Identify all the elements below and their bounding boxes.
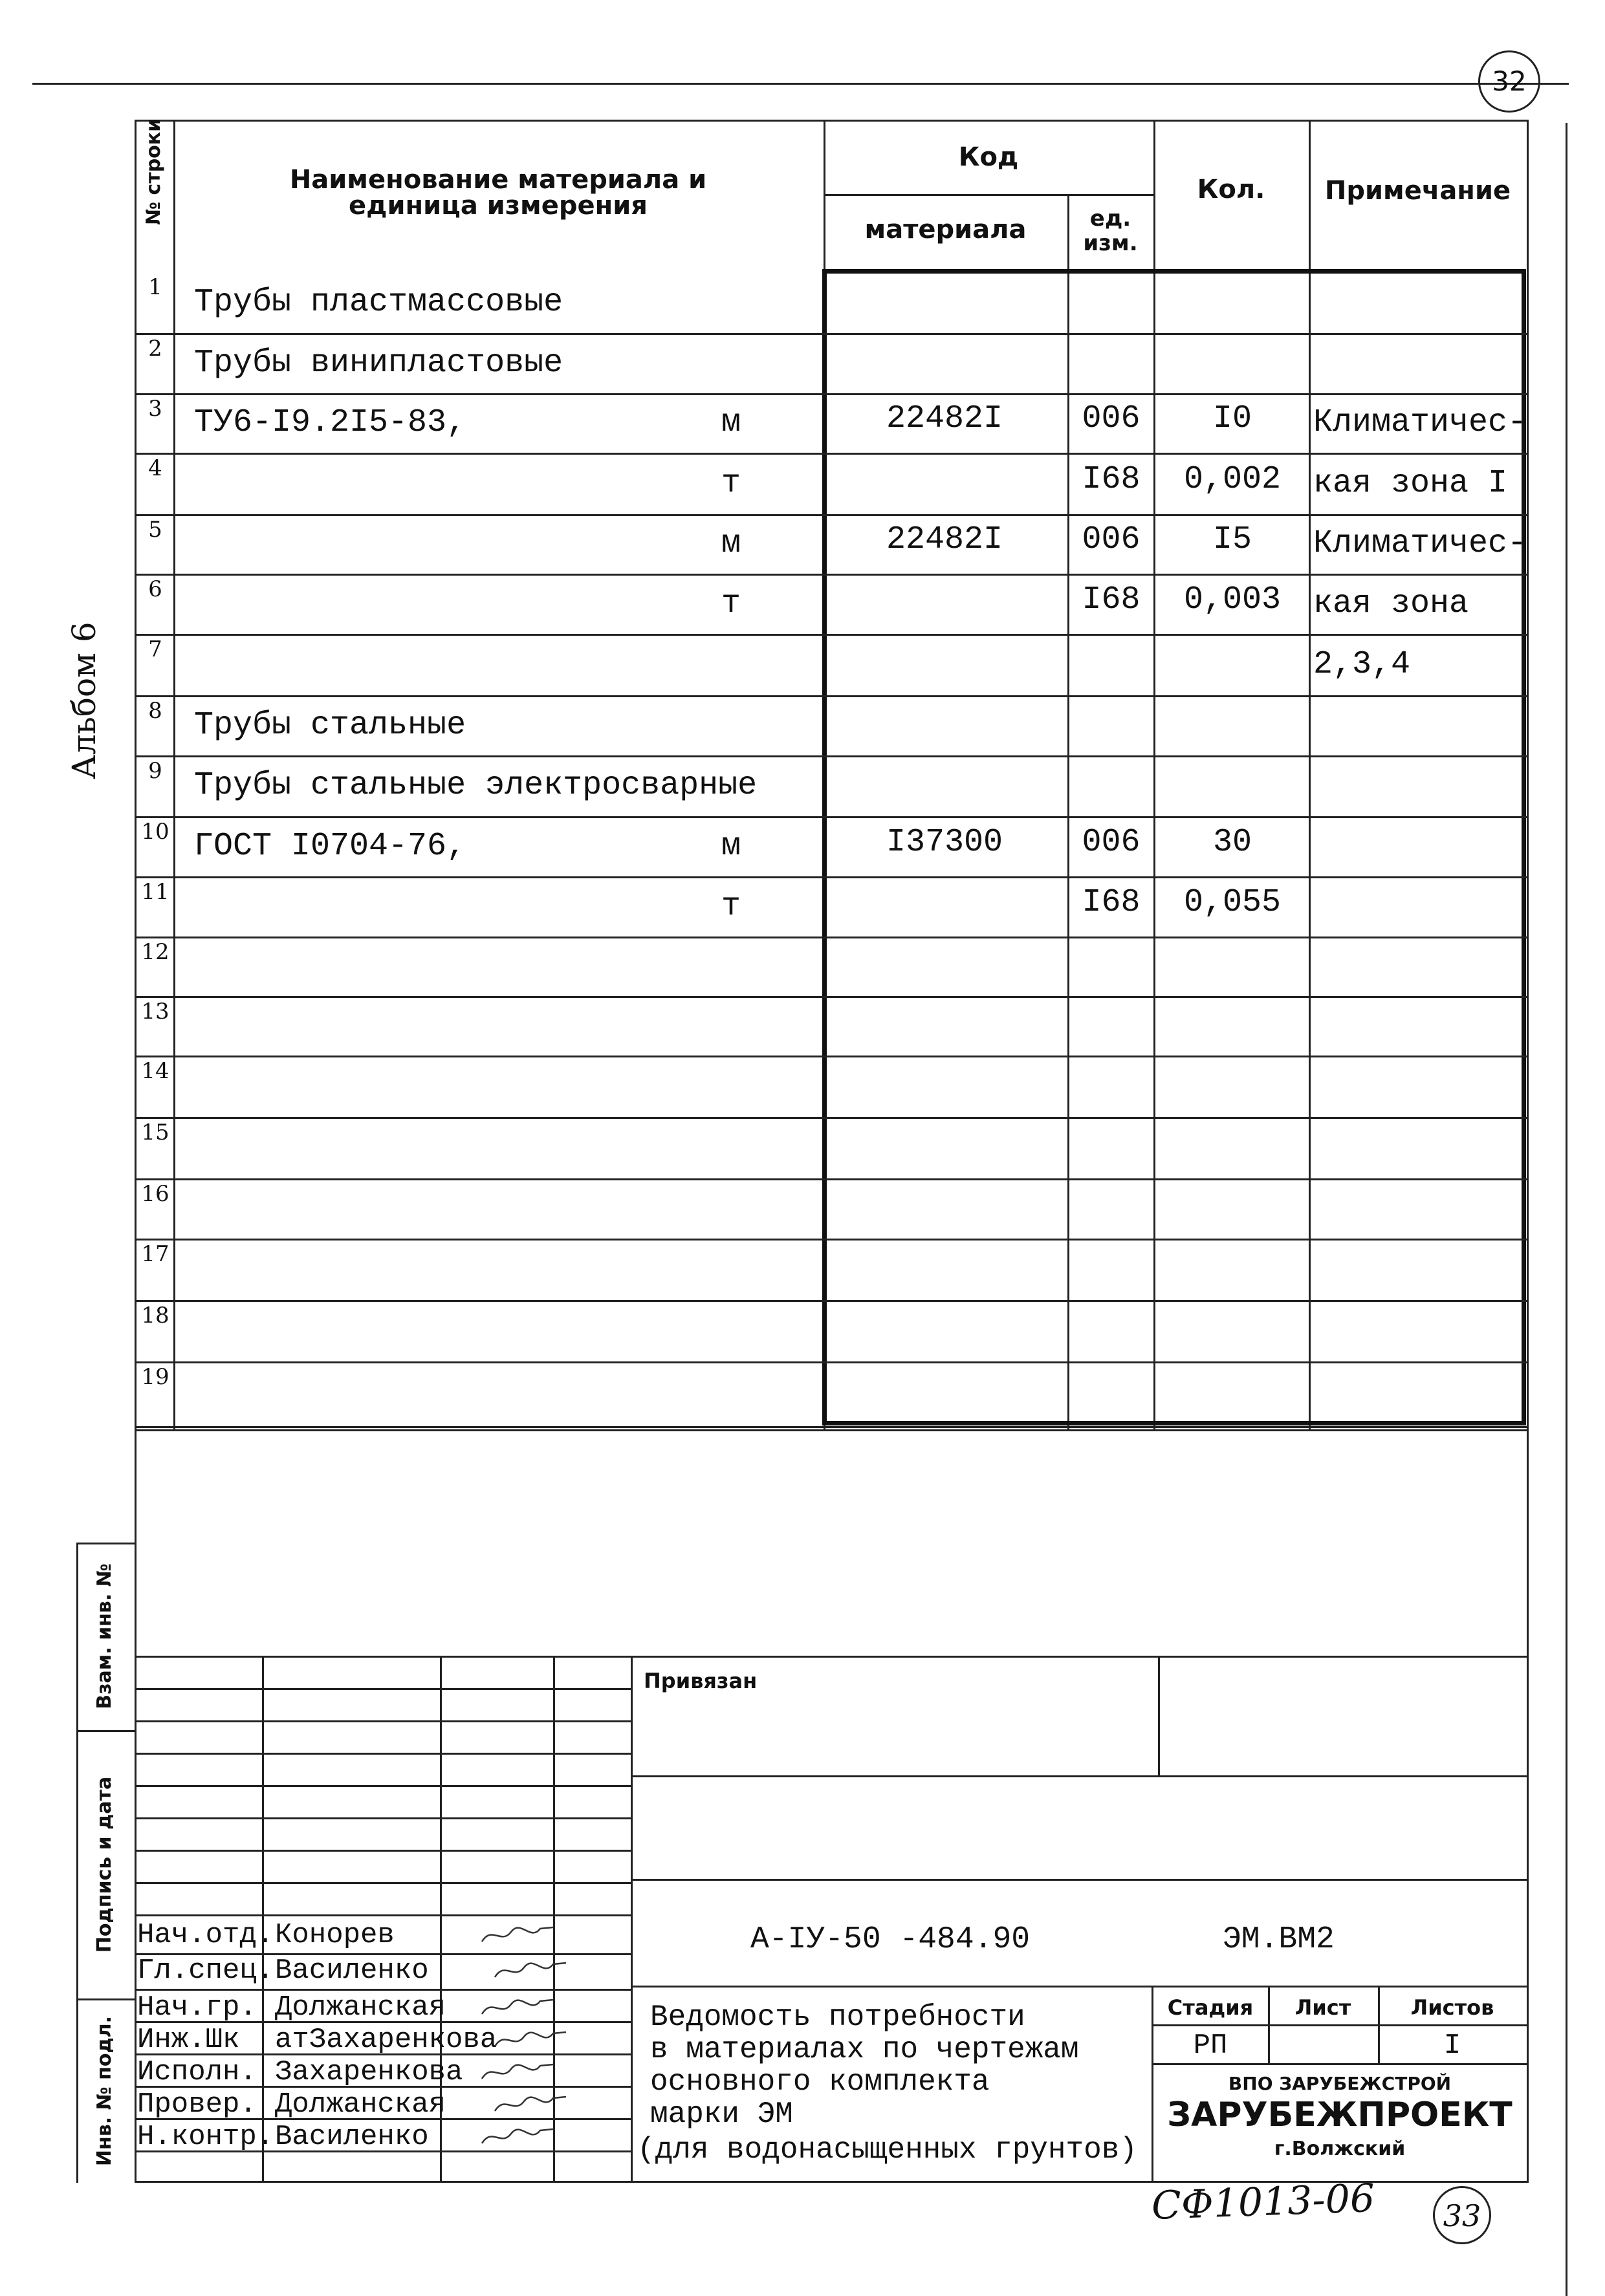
row-note: 2,3,4 [1313, 645, 1411, 683]
staff-role: Инж.Шк [137, 2024, 240, 2056]
row-divider [135, 755, 1529, 757]
row-divider [135, 1178, 1529, 1180]
row-note: Климатичес- [1313, 525, 1527, 562]
staff-role: Провер. [137, 2088, 257, 2121]
row-number: 10 [141, 819, 169, 845]
header-name-line1: Наименование материала и [289, 165, 707, 195]
header-kol: Кол. [1197, 175, 1265, 204]
row-unit: т [721, 887, 741, 925]
bottom-archive-code: СФ1013-06 [1150, 2176, 1376, 2229]
signature-mark [479, 1922, 556, 1954]
header-kod-divider [824, 194, 1153, 196]
row-number: 13 [141, 999, 169, 1024]
row-divider [135, 1056, 1529, 1057]
privyazan-label: Привязан [644, 1669, 758, 1693]
row-divider [135, 1239, 1529, 1240]
list-label: Лист [1294, 1995, 1351, 2020]
row-unit-code: I68 [1082, 460, 1141, 498]
staff-name: атЗахаренкова [275, 2024, 497, 2056]
row-quantity: 30 [1212, 823, 1252, 861]
stage-row-line [1152, 2024, 1529, 2026]
tb-privyazan-bottom [631, 1775, 1529, 1777]
row-number: 18 [141, 1303, 169, 1328]
row-divider [135, 393, 1529, 395]
row-number: 12 [141, 939, 169, 965]
row-quantity: 0,055 [1183, 883, 1282, 921]
row-unit-code: 006 [1082, 400, 1141, 437]
header-ed-izm-2: изм. [1083, 230, 1138, 256]
row-note: Климатичес- [1313, 404, 1527, 441]
stage-bottom-line [1152, 2063, 1529, 2065]
side-label-podpis-data: Подпись и дата [93, 1776, 116, 1953]
row-quantity: 0,002 [1183, 460, 1282, 498]
row-number: 3 [148, 396, 162, 422]
tb-main-vline [631, 1656, 633, 2183]
row-divider [135, 996, 1529, 998]
row-number: 14 [141, 1058, 169, 1084]
row-divider [135, 1117, 1529, 1119]
doc-code: А-IУ-50 -484.90 [750, 1922, 1031, 1957]
staff-name: Должанская [275, 2088, 446, 2121]
row-number: 9 [148, 758, 162, 784]
document-title-line: Ведомость потребности [650, 2000, 1025, 2034]
album-label: Альбом 6 [65, 622, 103, 779]
row-number: 19 [141, 1364, 169, 1390]
title-block-grid-line [135, 1720, 631, 1722]
document-title-line: основного комплекта [650, 2065, 990, 2099]
title-block-grid-line [135, 1882, 631, 1884]
row-divider [135, 634, 1529, 636]
document-title-line: (для водонасыщенных грунтов) [637, 2133, 1137, 2167]
title-block-grid-line [135, 1850, 631, 1852]
row-divider [135, 1300, 1529, 1302]
staff-name: Захаренкова [275, 2056, 463, 2088]
title-block-grid-line [135, 1688, 631, 1690]
row-name: Трубы винипластовые [194, 344, 563, 382]
row-unit-code: I68 [1082, 883, 1141, 921]
row-divider [135, 816, 1529, 818]
row-divider [135, 333, 1529, 335]
tb-top-line [135, 1656, 1529, 1658]
listov-label: Листов [1410, 1995, 1494, 2020]
staff-name: Должанская [275, 1991, 446, 2024]
row-divider [135, 876, 1529, 878]
signature-mark [492, 2027, 569, 2059]
document-title-line: в материалах по чертежам [650, 2033, 1079, 2066]
top-border-line [32, 83, 1569, 85]
row-number: 7 [148, 636, 162, 662]
staff-name: Конорев [275, 1919, 395, 1951]
org-name-1: ВПО ЗАРУБЕЖСТРОЙ [1228, 2073, 1452, 2094]
staff-name: Василенко [275, 2121, 429, 2153]
document-title-line: марки ЭМ [650, 2097, 793, 2131]
stadiya-label: Стадия [1167, 1995, 1254, 2020]
listov-value: I [1443, 2030, 1461, 2062]
row-unit-code: 006 [1082, 823, 1141, 861]
row-number: 15 [141, 1120, 169, 1145]
signature-mark [492, 1958, 569, 1989]
header-row-no: № строки [142, 118, 165, 225]
row-number: 17 [141, 1241, 169, 1267]
org-name-2: ЗАРУБЕЖПРОЕКТ [1167, 2096, 1512, 2134]
staff-role: Нач.отд. [137, 1919, 274, 1951]
title-block-grid-line [135, 1753, 631, 1755]
side-box-div1 [76, 1730, 136, 1732]
col-num-line [173, 120, 175, 1429]
row-quantity: I0 [1212, 400, 1252, 437]
signature-mark [492, 2092, 569, 2123]
page-number-bottom: 33 [1433, 2186, 1491, 2244]
staff-role: Исполн. [137, 2056, 257, 2088]
row-name: Трубы стальные [194, 706, 466, 744]
title-block-grid-line [135, 1817, 631, 1819]
signature-mark [479, 1995, 556, 2026]
row-name: Трубы пластмассовые [194, 283, 563, 321]
org-city: г.Волжский [1274, 2138, 1406, 2160]
header-material: материала [864, 215, 1027, 244]
row-divider [135, 453, 1529, 455]
row-material-code: 22482I [886, 521, 1003, 558]
row-divider [135, 574, 1529, 576]
row-number: 2 [148, 336, 162, 362]
staff-name: Василенко [275, 1955, 429, 1987]
frame-top [135, 120, 1529, 122]
table-bottom-line [135, 1429, 1529, 1431]
row-number: 11 [141, 879, 169, 905]
row-divider [135, 1426, 1529, 1428]
row-unit-code: 006 [1082, 521, 1141, 558]
header-name-line2: единица измерения [349, 191, 648, 221]
row-note: кая зона I [1313, 464, 1508, 502]
staff-role: Гл.спец. [137, 1955, 274, 1987]
right-edge-line [1566, 123, 1567, 2296]
row-name: ГОСТ I0704-76, [194, 827, 466, 865]
page-number-top: 32 [1478, 50, 1540, 113]
row-divider [135, 695, 1529, 697]
frame-left [135, 120, 136, 2183]
frame-right [1527, 120, 1529, 2183]
row-divider [135, 1361, 1529, 1363]
title-block-grid-line [135, 1914, 631, 1916]
row-name: Трубы стальные электросварные [194, 767, 758, 804]
row-unit-code: I68 [1082, 581, 1141, 618]
side-label-vzam-inv: Взам. инв. № [93, 1563, 116, 1709]
side-label-inv-podl: Инв. № подл. [93, 2015, 116, 2167]
row-number: 16 [141, 1181, 169, 1207]
stadiya-value: РП [1193, 2030, 1228, 2062]
title-block-grid-line [135, 1785, 631, 1787]
row-number: 5 [148, 517, 162, 543]
staff-role: Н.контр. [137, 2121, 274, 2153]
row-number: 1 [148, 274, 162, 300]
row-unit: т [721, 464, 741, 502]
signature-mark [479, 2124, 556, 2156]
header-kod: Код [958, 142, 1019, 172]
row-divider [135, 937, 1529, 938]
row-unit: м [721, 525, 741, 562]
signature-mark [479, 2059, 556, 2091]
row-number: 8 [148, 698, 162, 724]
row-unit: т [721, 585, 741, 622]
row-quantity: I5 [1212, 521, 1252, 558]
row-number: 4 [148, 455, 162, 481]
row-unit: м [721, 827, 741, 865]
staff-role: Нач.гр. [137, 1991, 257, 2024]
row-material-code: I37300 [886, 823, 1003, 861]
row-name: ТУ6-I9.2I5-83, [194, 404, 466, 441]
tb-code-top [631, 1879, 1529, 1881]
row-unit: м [721, 404, 741, 441]
row-quantity: 0,003 [1183, 581, 1282, 618]
row-number: 6 [148, 576, 162, 602]
row-divider [135, 514, 1529, 516]
row-material-code: 22482I [886, 400, 1003, 437]
side-box-left [76, 1543, 78, 2183]
doc-mark: ЭМ.ВМ2 [1223, 1922, 1335, 1957]
header-ed-izm-1: ед. [1089, 206, 1131, 232]
tb-code-bottom [631, 1986, 1529, 1987]
tb-privyazan-vline [1158, 1656, 1160, 1775]
header-note: Примечание [1324, 176, 1511, 206]
side-box-top [76, 1543, 136, 1544]
row-note: кая зона [1313, 585, 1469, 622]
